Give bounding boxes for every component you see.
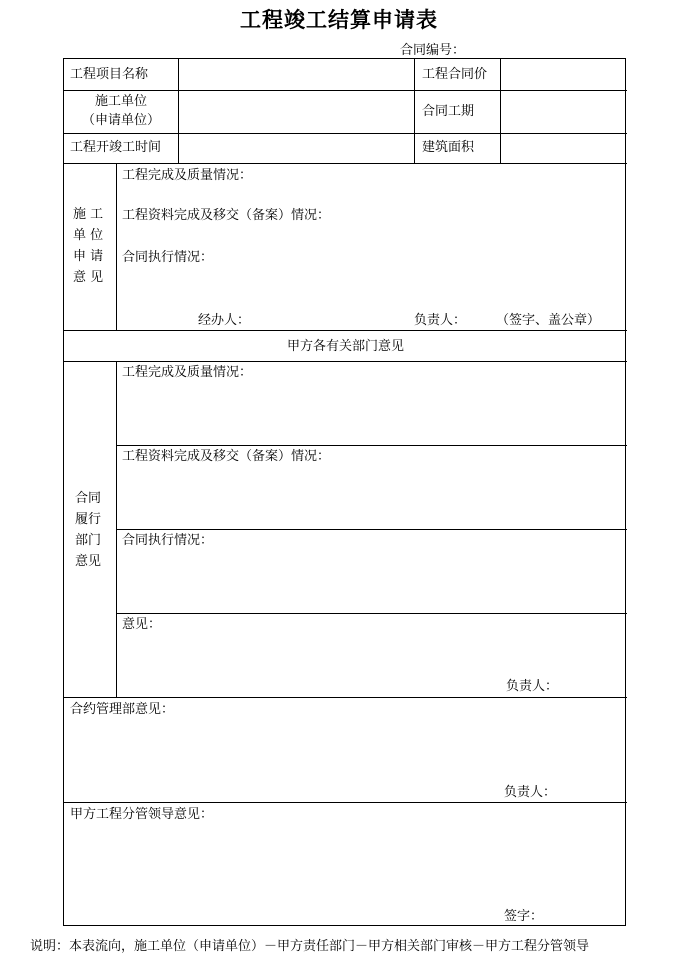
leader-signature-label: 签字： [504,909,544,924]
handler-label: 经办人： [198,313,251,328]
project-name-value-cell[interactable] [180,60,412,89]
contract-mgmt-responsible-label: 负责人： [504,785,557,800]
building-area-label: 建筑面积 [422,140,475,155]
row-divider [116,613,627,614]
contractor-label-line2: （申请单位） [81,113,160,128]
footnote: 说明：本表流向，施工单位（申请单位）－甲方责任部门－甲方相关部门审核－甲方工程分管领导 [30,939,590,954]
contractor-side-label-4: 意 见 [73,270,104,285]
row-divider [64,90,627,91]
performance-side-label-3: 部门 [75,533,102,548]
row-divider [64,802,627,803]
project-name-label: 工程项目名称 [70,67,149,82]
start-end-time-value-cell[interactable] [180,135,412,162]
contract-price-label: 工程合同价 [422,67,488,82]
contractor-side-label-3: 申 请 [73,249,104,264]
contractor-label-line1: 施工单位 [94,94,147,109]
column-divider [116,361,117,697]
leader-opinion-label: 甲方工程分管领导意见： [70,807,214,822]
performance-documents-label: 工程资料完成及移交（备案）情况： [122,449,331,464]
row-divider [116,529,627,530]
row-divider [64,697,627,698]
column-divider [500,59,501,163]
performance-side-label-2: 履行 [75,512,102,527]
performance-responsible-label: 负责人： [506,679,559,694]
performance-opinion-label: 意见： [122,617,162,632]
performance-side-label-4: 意见 [75,554,102,569]
contractor-execution-label: 合同执行情况： [122,250,214,265]
performance-side-label-1: 合同 [75,491,102,506]
performance-quality-label: 工程完成及质量情况： [122,365,253,380]
contract-period-label: 合同工期 [422,104,475,119]
settlement-form-table [63,58,626,926]
contractor-value-cell[interactable] [180,92,412,132]
row-divider [64,361,627,362]
start-end-time-label: 工程开竣工时间 [70,140,162,155]
row-divider [64,133,627,134]
performance-execution-label: 合同执行情况： [122,533,214,548]
contractor-side-label-1: 施 工 [73,207,104,222]
row-divider [64,330,627,331]
page-title: 工程竣工结算申请表 [240,8,438,32]
contract-mgmt-label: 合约管理部意见： [70,702,175,717]
contractor-responsible-label: 负责人： [414,313,467,328]
sign-seal-label: （签字、盖公章） [496,313,601,328]
row-divider [64,163,627,164]
contractor-quality-label: 工程完成及质量情况： [122,168,253,183]
row-divider [116,445,627,446]
building-area-value-cell[interactable] [502,135,626,162]
contractor-documents-label: 工程资料完成及移交（备案）情况： [122,208,331,223]
contract-period-value-cell[interactable] [502,92,626,132]
column-divider [116,163,117,330]
column-divider [178,59,179,163]
contract-number-label: 合同编号： [400,43,466,58]
contract-price-value-cell[interactable] [502,60,626,89]
party-a-section-title: 甲方各有关部门意见 [286,339,404,354]
contractor-side-label-2: 单 位 [73,228,104,243]
column-divider [414,59,415,163]
